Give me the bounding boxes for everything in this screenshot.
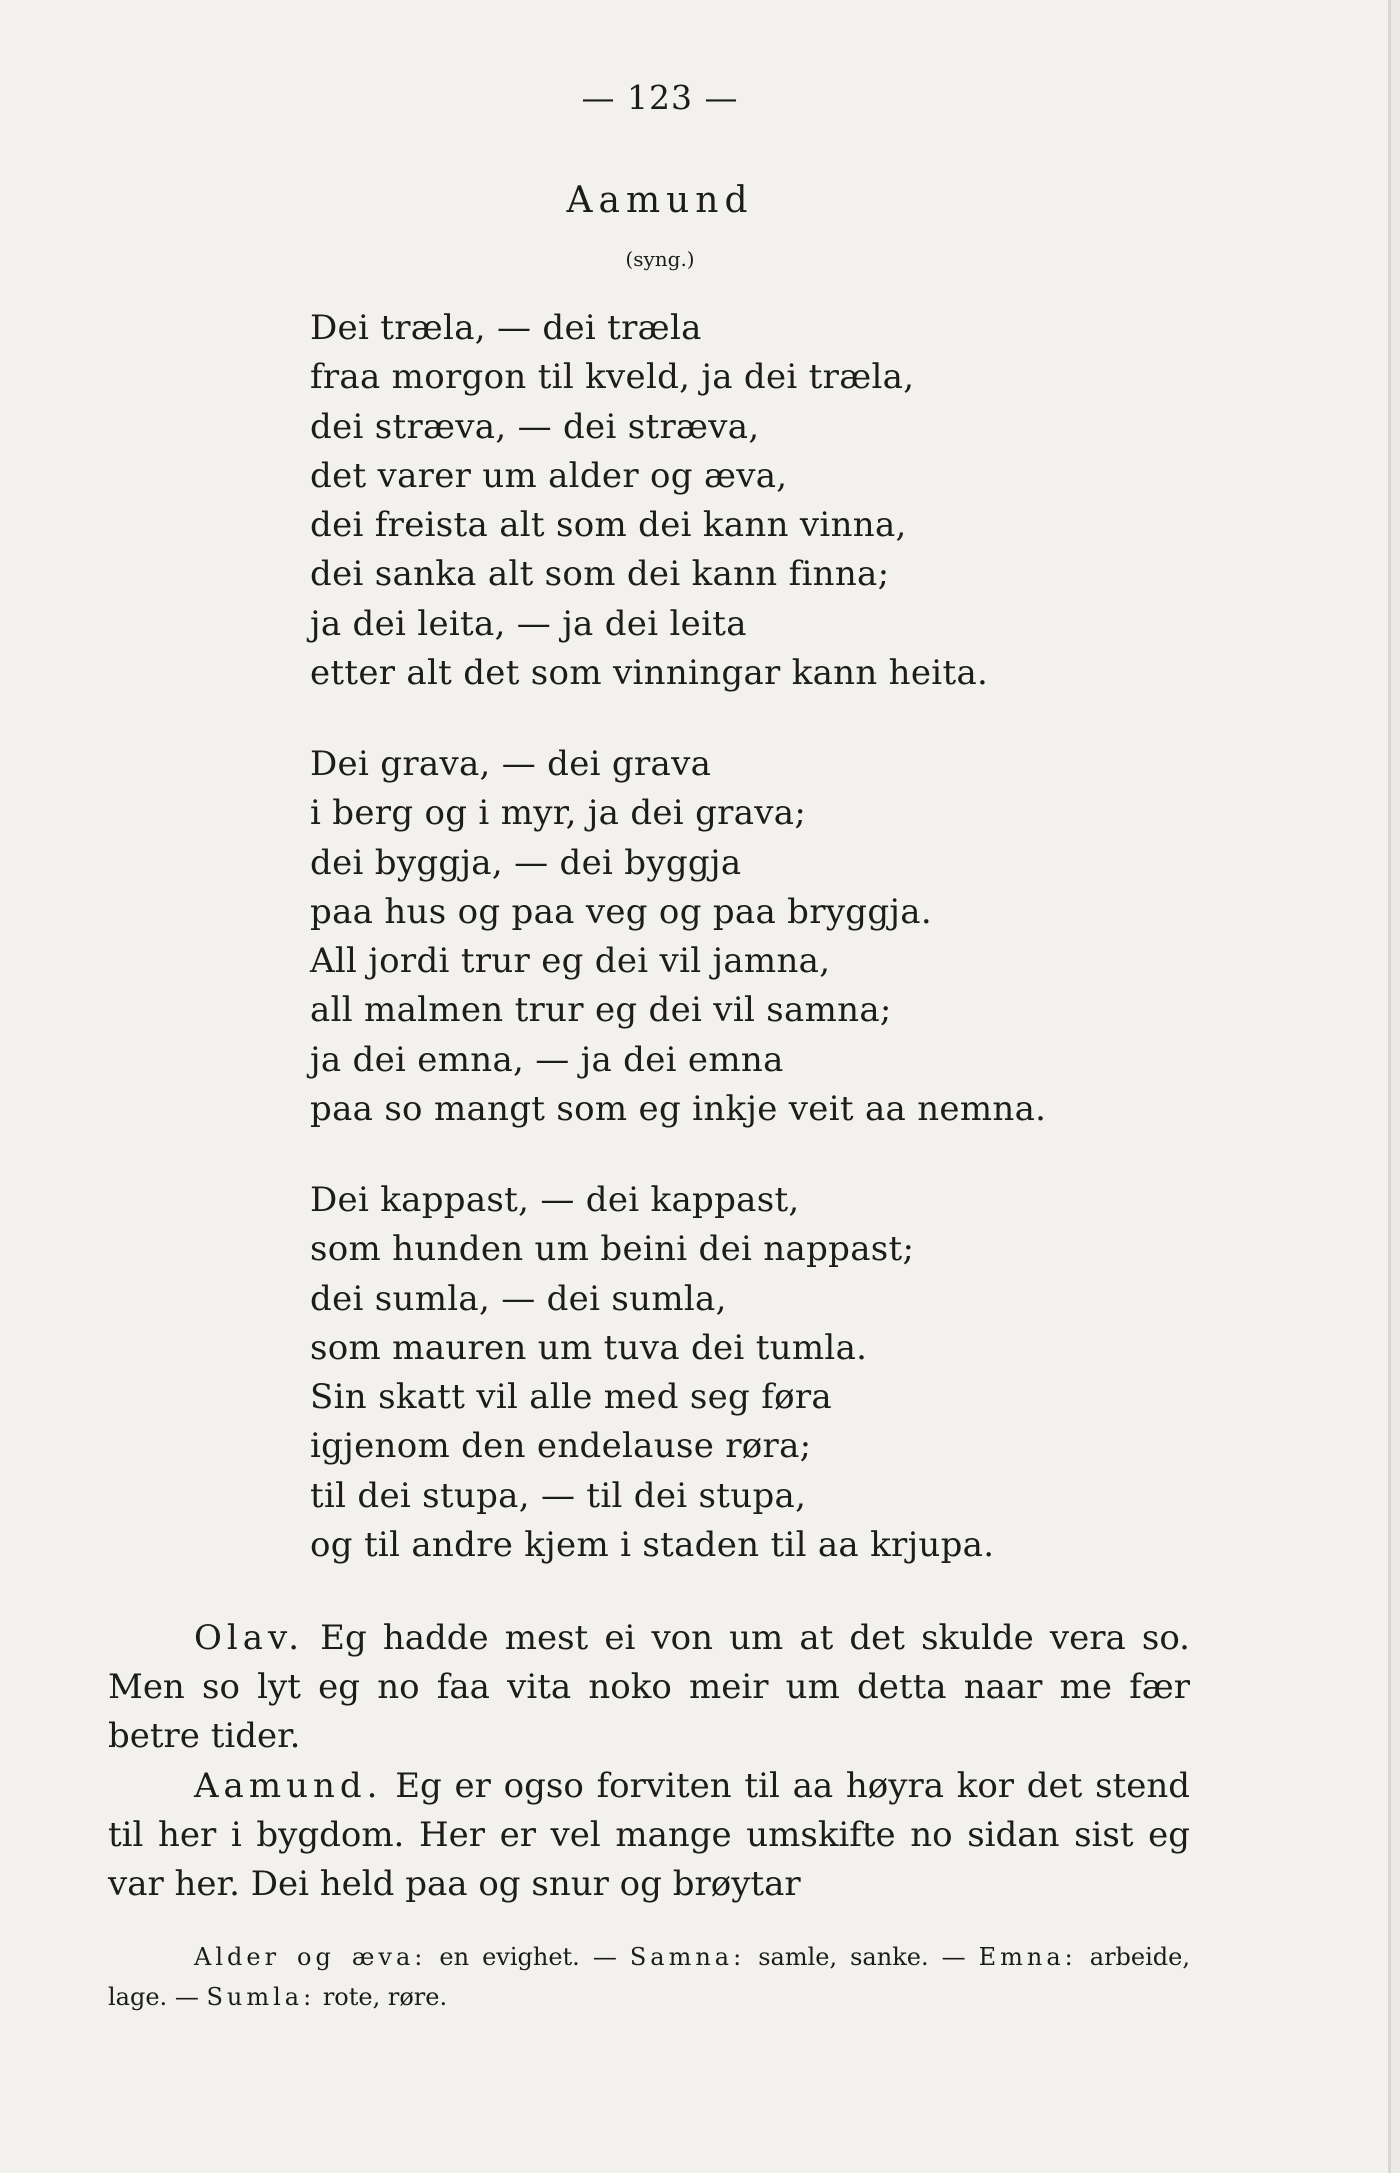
verse-line: til dei stupa, — til dei stupa,	[310, 1475, 807, 1516]
dialogue-olav	[108, 1614, 1190, 1761]
verse-line: all malmen trur eg dei vil samna;	[310, 990, 892, 1031]
footnote-definition: en evighet.	[439, 1943, 580, 1971]
dialogue-speaker: Olav.	[194, 1618, 304, 1658]
verse-line: i berg og i myr, ja dei grava;	[310, 793, 807, 834]
verse-line: Dei kappast, — dei kappast,	[310, 1180, 800, 1220]
verse-line: som hunden um beini dei nappast;	[310, 1229, 915, 1270]
verse-line: All jordi trur eg dei vil jamna,	[310, 941, 831, 982]
verse-line: Dei træla, — dei træla	[310, 308, 702, 348]
verse-line: Sin skatt vil alle med seg føra	[310, 1377, 832, 1418]
verse-line: paa so mangt som eg inkje veit aa nemna.	[310, 1089, 1047, 1130]
dialogue-text: Eg hadde mest ei von um at det skulde vera so. Men so lyt eg no faa vita noko meir um detta naar me fær betre tider.	[108, 1618, 1190, 1756]
footnote-term: Alder og æva:	[194, 1943, 427, 1971]
stanza-2	[310, 740, 1046, 1134]
verse-line: fraa morgon til kveld, ja dei træla,	[310, 357, 915, 398]
dialogue-aamund	[108, 1762, 1190, 1909]
dialogue-speaker: Aamund.	[194, 1766, 383, 1806]
verse-line: det varer um alder og æva,	[310, 455, 788, 496]
footnote-separator: —	[928, 1943, 979, 1971]
verse-line: dei freista alt som dei kann vinna,	[310, 505, 907, 546]
stage-direction: (syng.)	[625, 247, 695, 271]
verse-line: dei byggja, — dei byggja	[310, 842, 742, 883]
verse-line: og til andre kjem i staden til aa krjupa.	[310, 1525, 995, 1566]
verse-line: som mauren um tuva dei tumla.	[310, 1327, 868, 1368]
footnote-separator: —	[167, 1983, 207, 2011]
verse-line: Dei grava, — dei grava	[310, 744, 712, 784]
footnote-definition: samle, sanke.	[758, 1943, 929, 1971]
stanza-3	[310, 1176, 994, 1570]
verse-line: igjenom den endelause røra;	[310, 1426, 812, 1467]
dialogue-text: Eg er ogso forviten til aa høyra kor det stend til her i bygdom. Her er vel mange umskifte no sidan sist eg var her. Dei held paa og snur og brøytar	[108, 1766, 1190, 1904]
footnote-definition: rote, røre.	[322, 1983, 448, 2011]
verse-line: dei sumla, — dei sumla,	[310, 1278, 727, 1319]
footnote-term: Emna:	[978, 1943, 1077, 1971]
footnote-separator: —	[579, 1943, 630, 1971]
verse-line: dei sanka alt som dei kann finna;	[310, 554, 890, 595]
footnote-definition: arbeide, lage.	[108, 1943, 1190, 2011]
footnotes	[108, 1937, 1190, 2017]
stanza-1	[310, 304, 988, 698]
footnote-term: Samna:	[629, 1943, 746, 1971]
footnote-term: Sumla:	[206, 1983, 316, 2011]
verse-line: ja dei leita, — ja dei leita	[310, 603, 747, 644]
verse-line: etter alt det som vinningar kann heita.	[310, 653, 989, 694]
page-number: — 123 —	[581, 78, 739, 117]
song-speaker: Aamund	[566, 180, 754, 221]
verse-line: paa hus og paa veg og paa bryggja.	[310, 891, 932, 932]
verse-line: ja dei emna, — ja dei emna	[310, 1039, 784, 1080]
verse-line: dei stræva, — dei stræva,	[310, 406, 760, 447]
